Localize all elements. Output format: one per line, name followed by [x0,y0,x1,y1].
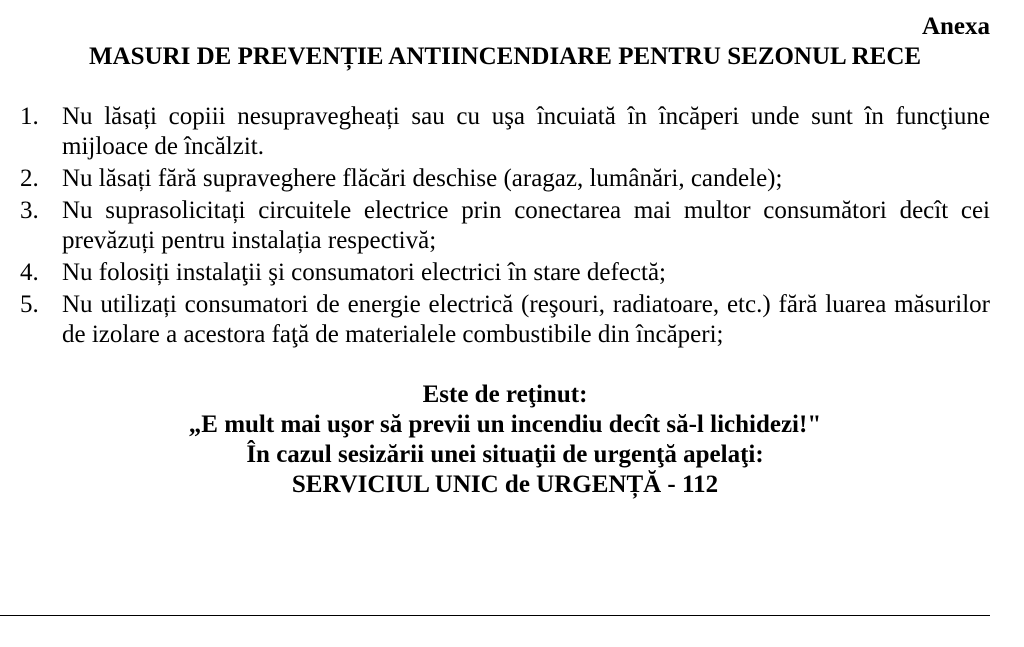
list-item [20,290,990,350]
list-item-number: 5. [20,291,39,318]
footer-quote: „E mult mai uşor să previi un incendiu decît să-l lichidezi!" [188,411,822,438]
document-page [20,12,990,500]
list-item-text: Nu lăsați copiii nesupravegheați sau cu uşa încuiată în încăperi unde sunt în funcţiune mijloace de încălzit. [62,103,990,160]
list-item [20,196,990,256]
list-item-number: 2. [20,165,39,192]
document-title: MASURI DE PREVENȚIE ANTIINCENDIARE PENTRU SEZONUL RECE [88,43,922,70]
list-item [20,102,990,162]
list-item-text: Nu suprasolicitați circuitele electrice prin conectarea mai multor consumători decît cei prevăzuți pentru instalația respectivă; [62,197,990,254]
list-item-number: 1. [20,103,39,130]
list-item-number: 4. [20,259,39,286]
list-item-text: Nu lăsați fără supraveghere flăcări deschise (aragaz, lumânări, candele); [62,165,783,192]
list-item [20,258,990,288]
list-item-number: 3. [20,197,39,224]
prevention-list [20,102,990,350]
list-item-text: Nu folosiți instalaţii şi consumatori electrici în stare defectă; [62,259,666,286]
footer-heading: Este de reţinut: [422,381,588,408]
footer-instruction: În cazul sesizării unei situaţii de urgenţă apelaţi: [246,441,764,468]
bottom-divider [0,615,990,616]
footer-notice [20,380,990,500]
emergency-service-line: SERVICIUL UNIC de URGENȚĂ - 112 [291,471,719,498]
list-item-text: Nu utilizați consumatori de energie electrică (reşouri, radiatoare, etc.) fără luarea măsurilor de izolare a acestora faţă de materialele combustibile din încăperi; [62,291,990,348]
annex-label: Anexa [921,13,990,40]
list-item [20,164,990,194]
